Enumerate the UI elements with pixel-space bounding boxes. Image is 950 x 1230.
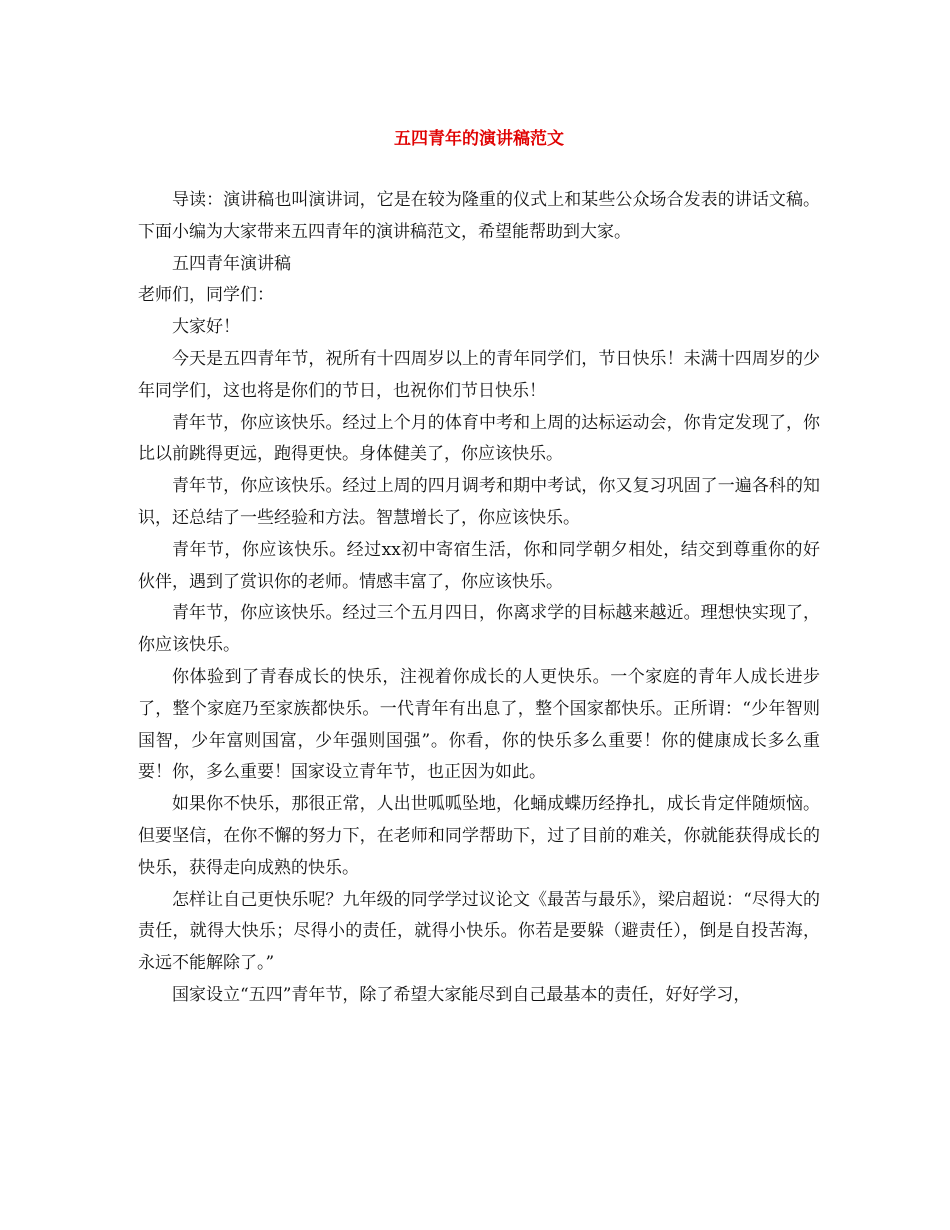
paragraph: 老师们，同学们： [138, 285, 274, 306]
paragraph: 国家设立“五四”青年节，除了希望大家能尽到自己最基本的责任，好好学习， [172, 984, 751, 1005]
paragraph: 如果你不快乐，那很正常，人出世呱呱坠地，化蛹成蝶历经挣扎，成长肯定伴随烦恼。但要坚信，在你不懈的努力下，在老师和同学帮助下，过了目前的难关，你就能获得成长的快乐，获得走向成熟的快乐。 [138, 794, 820, 878]
paragraph: 五四青年演讲稿 [172, 253, 291, 274]
paragraph: 怎样让自己更快乐呢？九年级的同学学过议论文《最苦与最乐》，梁启超说：“尽得大的责任，就得大快乐；尽得小的责任，就得小快乐。你若是要躲（避责任），倒是自投苦海，永远不能解除了。” [138, 889, 820, 974]
paragraph: 青年节，你应该快乐。经过xx初中寄宿生活，你和同学朝夕相处，结交到尊重你的好伙伴，遇到了赏识你的老师。情感丰富了，你应该快乐。 [138, 539, 820, 592]
document-body [138, 185, 820, 1012]
paragraph: 导读：演讲稿也叫演讲词，它是在较为隆重的仪式上和某些公众场合发表的讲话文稿。下面小编为大家带来五四青年的演讲稿范文，希望能帮助到大家。 [138, 190, 820, 242]
paragraph: 今天是五四青年节，祝所有十四周岁以上的青年同学们，节日快乐！未满十四周岁的少年同学们，这也将是你们的节日，也祝你们节日快乐！ [138, 348, 820, 401]
paragraph: 青年节，你应该快乐。经过三个五月四日，你离求学的目标越来越近。理想快实现了，你应该快乐。 [138, 603, 820, 656]
paragraph: 大家好！ [172, 317, 240, 338]
paragraph: 青年节，你应该快乐。经过上周的四月调考和期中考试，你又复习巩固了一遍各科的知识，还总结了一些经验和方法。智慧增长了，你应该快乐。 [138, 476, 820, 528]
paragraph: 青年节，你应该快乐。经过上个月的体育中考和上周的达标运动会，你肯定发现了，你比以前跳得更远，跑得更快。身体健美了，你应该快乐。 [138, 412, 820, 465]
paragraph: 你体验到了青春成长的快乐，注视着你成长的人更快乐。一个家庭的青年人成长进步了，整个家庭乃至家族都快乐。一代青年有出息了，整个国家都快乐。正所谓：“少年智则国智，少年富则国富，少年强则国强”。你看，你的快乐多么重要！你的健康成长多么重要！你，多么重要！国家设立青年节，也正因为如此。 [138, 666, 820, 783]
document-title: 五四青年的演讲稿范文 [394, 129, 564, 149]
